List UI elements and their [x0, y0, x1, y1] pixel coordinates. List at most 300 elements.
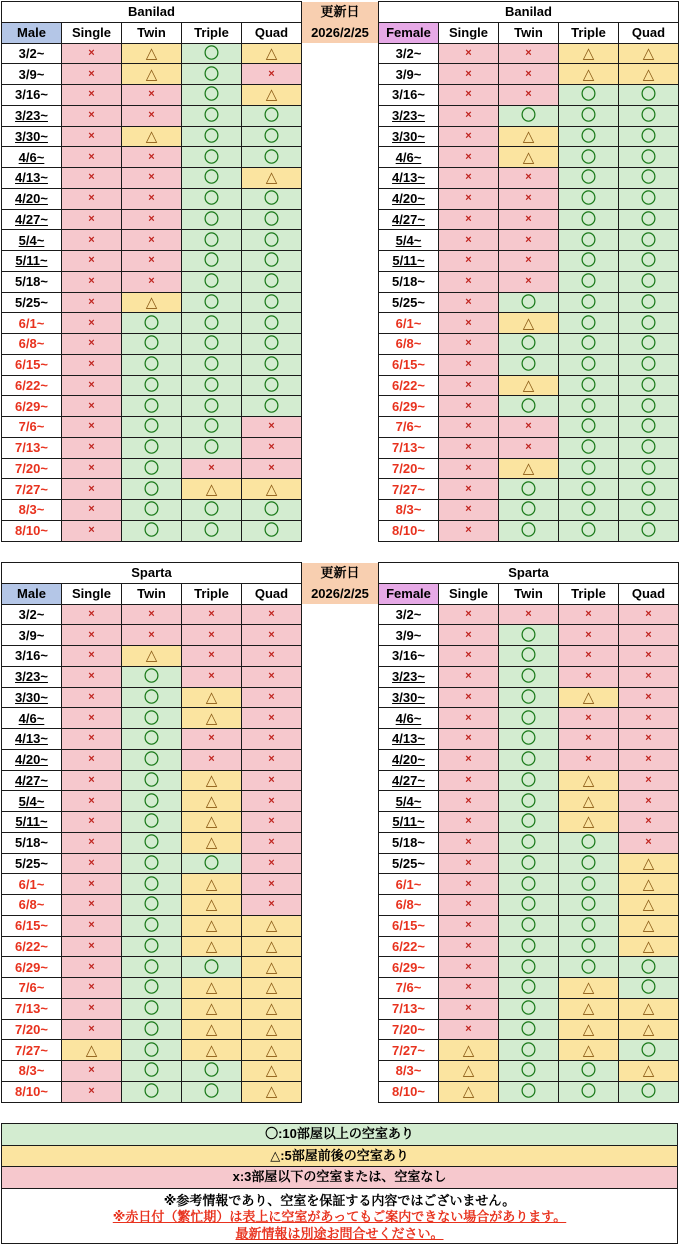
table-row — [379, 915, 679, 936]
available-mark: 〇 — [182, 1061, 242, 1082]
available-mark: 〇 — [559, 209, 619, 230]
full-mark: × — [62, 936, 122, 957]
full-mark: × — [499, 168, 559, 189]
full-mark: × — [499, 85, 559, 106]
few-rooms-mark: △ — [182, 687, 242, 708]
full-mark: × — [439, 375, 499, 396]
table-row — [2, 957, 302, 978]
available-mark: 〇 — [559, 832, 619, 853]
legend-few: △:5部屋前後の空室あり — [2, 1146, 677, 1168]
week-date: 3/9~ — [2, 625, 62, 646]
available-mark: 〇 — [619, 105, 679, 126]
available-mark: 〇 — [122, 520, 182, 541]
table-row — [379, 791, 679, 812]
table-row — [379, 812, 679, 833]
week-date: 7/13~ — [2, 437, 62, 458]
update-date: 2026/2/25 — [311, 585, 369, 601]
full-mark: × — [439, 646, 499, 667]
full-mark: × — [619, 687, 679, 708]
available-mark: 〇 — [499, 749, 559, 770]
available-mark: 〇 — [619, 375, 679, 396]
full-mark: × — [619, 832, 679, 853]
table-row — [2, 874, 302, 895]
available-mark: 〇 — [619, 230, 679, 251]
full-mark: × — [439, 292, 499, 313]
week-date: 5/4~ — [2, 791, 62, 812]
available-mark: 〇 — [499, 791, 559, 812]
school-title: Banilad — [379, 2, 679, 23]
full-mark: × — [439, 604, 499, 625]
available-mark: 〇 — [619, 1040, 679, 1061]
full-mark: × — [439, 520, 499, 541]
week-date: 6/8~ — [2, 895, 62, 916]
available-mark: 〇 — [619, 271, 679, 292]
available-mark: 〇 — [499, 396, 559, 417]
table-row — [2, 708, 302, 729]
week-date: 4/27~ — [379, 770, 439, 791]
available-mark: 〇 — [559, 915, 619, 936]
table-row — [2, 437, 302, 458]
table-row — [2, 812, 302, 833]
full-mark: × — [242, 853, 302, 874]
table-row — [2, 1040, 302, 1061]
available-mark: 〇 — [122, 853, 182, 874]
available-mark: 〇 — [242, 396, 302, 417]
available-mark: 〇 — [182, 957, 242, 978]
few-rooms-mark: △ — [619, 998, 679, 1019]
available-mark: 〇 — [619, 479, 679, 500]
table-row — [2, 313, 302, 334]
table-row — [379, 625, 679, 646]
full-mark: × — [182, 458, 242, 479]
room-type-header: Quad — [242, 583, 302, 604]
few-rooms-mark: △ — [559, 1040, 619, 1061]
table-row — [2, 1061, 302, 1082]
full-mark: × — [499, 251, 559, 272]
full-mark: × — [62, 978, 122, 999]
week-date: 3/23~ — [2, 666, 62, 687]
available-mark: 〇 — [122, 666, 182, 687]
full-mark: × — [182, 646, 242, 667]
full-mark: × — [62, 168, 122, 189]
few-rooms-mark: △ — [619, 43, 679, 64]
available-mark: 〇 — [182, 188, 242, 209]
available-mark: 〇 — [499, 1040, 559, 1061]
full-mark: × — [182, 604, 242, 625]
room-type-header: Single — [439, 583, 499, 604]
full-mark: × — [619, 729, 679, 750]
available-mark: 〇 — [559, 520, 619, 541]
available-mark: 〇 — [619, 1081, 679, 1102]
table-row — [2, 292, 302, 313]
week-date: 4/27~ — [2, 770, 62, 791]
week-date: 8/10~ — [379, 1081, 439, 1102]
week-date: 4/6~ — [379, 708, 439, 729]
gender-header: Female — [379, 22, 439, 43]
table-row — [379, 1040, 679, 1061]
available-mark: 〇 — [499, 666, 559, 687]
full-mark: × — [62, 1061, 122, 1082]
available-mark: 〇 — [619, 417, 679, 438]
room-type-header: Quad — [619, 583, 679, 604]
full-mark: × — [62, 812, 122, 833]
available-mark: 〇 — [182, 437, 242, 458]
available-mark: 〇 — [619, 85, 679, 106]
full-mark: × — [439, 64, 499, 85]
full-mark: × — [62, 895, 122, 916]
few-rooms-mark: △ — [559, 687, 619, 708]
available-mark: 〇 — [559, 874, 619, 895]
update-date-box-bottom — [302, 563, 378, 604]
week-date: 3/9~ — [379, 625, 439, 646]
available-mark: 〇 — [619, 354, 679, 375]
table-row — [2, 998, 302, 1019]
week-date: 5/25~ — [2, 292, 62, 313]
full-mark: × — [62, 313, 122, 334]
table-row — [379, 666, 679, 687]
full-mark: × — [439, 936, 499, 957]
available-mark: 〇 — [242, 313, 302, 334]
full-mark: × — [242, 417, 302, 438]
table-row — [379, 188, 679, 209]
table-row — [379, 251, 679, 272]
note-peak: ※赤日付（繁忙期）は表上に空室があってもご案内できない場合があります。 — [112, 1209, 567, 1224]
full-mark: × — [559, 708, 619, 729]
full-mark: × — [122, 271, 182, 292]
few-rooms-mark: △ — [182, 874, 242, 895]
week-date: 6/29~ — [379, 396, 439, 417]
few-rooms-mark: △ — [122, 646, 182, 667]
full-mark: × — [619, 749, 679, 770]
week-date: 3/9~ — [2, 64, 62, 85]
available-mark: 〇 — [559, 1061, 619, 1082]
few-rooms-mark: △ — [182, 770, 242, 791]
available-mark: 〇 — [559, 230, 619, 251]
full-mark: × — [62, 915, 122, 936]
table-row — [2, 64, 302, 85]
available-mark: 〇 — [619, 126, 679, 147]
week-date: 8/10~ — [379, 520, 439, 541]
full-mark: × — [439, 957, 499, 978]
table-row — [2, 188, 302, 209]
available-mark: 〇 — [619, 168, 679, 189]
available-mark: 〇 — [619, 334, 679, 355]
available-mark: 〇 — [122, 812, 182, 833]
few-rooms-mark: △ — [439, 1081, 499, 1102]
available-mark: 〇 — [559, 292, 619, 313]
room-type-header: Twin — [122, 583, 182, 604]
update-date-box-top — [302, 2, 378, 43]
full-mark: × — [122, 188, 182, 209]
full-mark: × — [439, 895, 499, 916]
available-mark: 〇 — [619, 147, 679, 168]
few-rooms-mark: △ — [182, 895, 242, 916]
week-date: 4/27~ — [379, 209, 439, 230]
available-mark: 〇 — [559, 85, 619, 106]
table-row — [379, 687, 679, 708]
week-date: 4/27~ — [2, 209, 62, 230]
full-mark: × — [439, 437, 499, 458]
full-mark: × — [62, 998, 122, 1019]
available-mark: 〇 — [499, 687, 559, 708]
available-mark: 〇 — [499, 1019, 559, 1040]
few-rooms-mark: △ — [182, 1019, 242, 1040]
table-row — [2, 978, 302, 999]
available-mark: 〇 — [182, 500, 242, 521]
full-mark: × — [439, 251, 499, 272]
week-date: 3/2~ — [379, 604, 439, 625]
full-mark: × — [439, 812, 499, 833]
available-mark: 〇 — [499, 479, 559, 500]
table-row — [379, 396, 679, 417]
available-mark: 〇 — [499, 708, 559, 729]
available-mark: 〇 — [182, 209, 242, 230]
full-mark: × — [619, 646, 679, 667]
few-rooms-mark: △ — [242, 1061, 302, 1082]
week-date: 6/1~ — [379, 313, 439, 334]
full-mark: × — [439, 147, 499, 168]
week-date: 4/13~ — [2, 168, 62, 189]
table-row — [2, 417, 302, 438]
legend — [1, 1123, 678, 1244]
full-mark: × — [619, 604, 679, 625]
week-date: 8/3~ — [379, 500, 439, 521]
week-date: 4/20~ — [379, 188, 439, 209]
available-mark: 〇 — [242, 209, 302, 230]
week-date: 7/6~ — [2, 417, 62, 438]
week-date: 5/11~ — [379, 812, 439, 833]
room-type-header: Twin — [499, 583, 559, 604]
full-mark: × — [499, 271, 559, 292]
week-date: 6/22~ — [2, 936, 62, 957]
full-mark: × — [619, 666, 679, 687]
legend-none: x:3部屋以下の空室または、空室なし — [2, 1167, 677, 1189]
week-date: 7/20~ — [2, 458, 62, 479]
available-mark: 〇 — [122, 708, 182, 729]
week-date: 6/8~ — [2, 334, 62, 355]
table-row — [379, 64, 679, 85]
full-mark: × — [62, 957, 122, 978]
full-mark: × — [62, 105, 122, 126]
week-date: 7/20~ — [379, 1019, 439, 1040]
table-row — [2, 666, 302, 687]
full-mark: × — [242, 749, 302, 770]
available-mark: 〇 — [559, 437, 619, 458]
available-mark: 〇 — [619, 292, 679, 313]
full-mark: × — [499, 230, 559, 251]
week-date: 6/8~ — [379, 334, 439, 355]
table-row — [379, 126, 679, 147]
week-date: 3/16~ — [2, 85, 62, 106]
table-row — [2, 396, 302, 417]
available-mark: 〇 — [559, 479, 619, 500]
full-mark: × — [439, 43, 499, 64]
week-date: 4/6~ — [2, 147, 62, 168]
full-mark: × — [242, 874, 302, 895]
available-mark: 〇 — [182, 417, 242, 438]
table-row — [379, 1081, 679, 1102]
full-mark: × — [62, 708, 122, 729]
week-date: 3/30~ — [379, 126, 439, 147]
table-row — [379, 853, 679, 874]
few-rooms-mark: △ — [499, 147, 559, 168]
table-row — [379, 957, 679, 978]
week-date: 8/3~ — [2, 1061, 62, 1082]
week-date: 3/9~ — [379, 64, 439, 85]
full-mark: × — [439, 998, 499, 1019]
week-date: 4/20~ — [2, 188, 62, 209]
table-row — [2, 500, 302, 521]
few-rooms-mark: △ — [242, 479, 302, 500]
week-date: 5/25~ — [379, 292, 439, 313]
few-rooms-mark: △ — [182, 1040, 242, 1061]
available-mark: 〇 — [499, 957, 559, 978]
week-date: 5/25~ — [379, 853, 439, 874]
full-mark: × — [619, 812, 679, 833]
week-date: 7/6~ — [2, 978, 62, 999]
available-mark: 〇 — [499, 354, 559, 375]
available-mark: 〇 — [559, 313, 619, 334]
available-mark: 〇 — [242, 500, 302, 521]
available-mark: 〇 — [242, 271, 302, 292]
full-mark: × — [62, 147, 122, 168]
available-mark: 〇 — [619, 188, 679, 209]
few-rooms-mark: △ — [559, 791, 619, 812]
available-mark: 〇 — [559, 126, 619, 147]
week-date: 4/20~ — [2, 749, 62, 770]
available-mark: 〇 — [499, 729, 559, 750]
few-rooms-mark: △ — [242, 85, 302, 106]
table-row — [379, 874, 679, 895]
available-mark: 〇 — [499, 500, 559, 521]
full-mark: × — [439, 708, 499, 729]
table-row — [2, 749, 302, 770]
room-type-header: Quad — [619, 22, 679, 43]
week-date: 7/6~ — [379, 978, 439, 999]
full-mark: × — [62, 334, 122, 355]
week-date: 3/16~ — [2, 646, 62, 667]
room-type-header: Triple — [559, 22, 619, 43]
full-mark: × — [182, 729, 242, 750]
available-mark: 〇 — [242, 520, 302, 541]
full-mark: × — [122, 625, 182, 646]
available-mark: 〇 — [182, 354, 242, 375]
full-mark: × — [439, 479, 499, 500]
week-date: 5/25~ — [2, 853, 62, 874]
week-date: 3/23~ — [379, 105, 439, 126]
few-rooms-mark: △ — [182, 708, 242, 729]
available-mark: 〇 — [242, 334, 302, 355]
few-rooms-mark: △ — [499, 375, 559, 396]
week-date: 7/27~ — [379, 479, 439, 500]
full-mark: × — [242, 687, 302, 708]
full-mark: × — [62, 832, 122, 853]
few-rooms-mark: △ — [439, 1040, 499, 1061]
available-mark: 〇 — [242, 375, 302, 396]
week-date: 6/22~ — [379, 375, 439, 396]
week-date: 5/4~ — [379, 230, 439, 251]
table-row — [379, 1019, 679, 1040]
few-rooms-mark: △ — [122, 126, 182, 147]
full-mark: × — [62, 646, 122, 667]
table-row — [2, 791, 302, 812]
full-mark: × — [559, 646, 619, 667]
few-rooms-mark: △ — [619, 874, 679, 895]
week-date: 3/2~ — [2, 604, 62, 625]
table-row — [2, 625, 302, 646]
available-mark: 〇 — [122, 832, 182, 853]
few-rooms-mark: △ — [559, 43, 619, 64]
table-row — [2, 1019, 302, 1040]
full-mark: × — [439, 209, 499, 230]
available-mark: 〇 — [122, 458, 182, 479]
available-mark: 〇 — [499, 812, 559, 833]
full-mark: × — [62, 64, 122, 85]
week-date: 4/6~ — [2, 708, 62, 729]
available-mark: 〇 — [122, 687, 182, 708]
few-rooms-mark: △ — [242, 978, 302, 999]
few-rooms-mark: △ — [242, 168, 302, 189]
table-row — [2, 646, 302, 667]
full-mark: × — [62, 479, 122, 500]
full-mark: × — [62, 500, 122, 521]
available-mark: 〇 — [559, 375, 619, 396]
full-mark: × — [439, 874, 499, 895]
table-row — [379, 749, 679, 770]
available-mark: 〇 — [182, 375, 242, 396]
few-rooms-mark: △ — [182, 791, 242, 812]
legend-available: 〇:10部屋以上の空室あり — [2, 1124, 677, 1146]
full-mark: × — [242, 604, 302, 625]
few-rooms-mark: △ — [499, 313, 559, 334]
few-rooms-mark: △ — [559, 64, 619, 85]
available-mark: 〇 — [499, 334, 559, 355]
full-mark: × — [439, 1019, 499, 1040]
table-row — [2, 230, 302, 251]
table-row — [379, 500, 679, 521]
table-row — [379, 85, 679, 106]
available-mark: 〇 — [559, 168, 619, 189]
full-mark: × — [62, 853, 122, 874]
full-mark: × — [122, 147, 182, 168]
available-mark: 〇 — [122, 1081, 182, 1102]
table-row — [379, 895, 679, 916]
available-mark: 〇 — [122, 1061, 182, 1082]
full-mark: × — [122, 604, 182, 625]
full-mark: × — [242, 666, 302, 687]
full-mark: × — [62, 437, 122, 458]
few-rooms-mark: △ — [559, 812, 619, 833]
week-date: 5/18~ — [2, 832, 62, 853]
week-date: 6/29~ — [2, 957, 62, 978]
table-row — [379, 292, 679, 313]
available-mark: 〇 — [619, 251, 679, 272]
full-mark: × — [439, 729, 499, 750]
table-row — [2, 687, 302, 708]
table-row — [2, 832, 302, 853]
room-type-header: Single — [62, 22, 122, 43]
full-mark: × — [62, 43, 122, 64]
available-mark: 〇 — [619, 957, 679, 978]
full-mark: × — [62, 188, 122, 209]
full-mark: × — [439, 126, 499, 147]
full-mark: × — [439, 354, 499, 375]
full-mark: × — [439, 666, 499, 687]
table-row — [379, 1061, 679, 1082]
available-mark: 〇 — [559, 354, 619, 375]
table-row — [2, 105, 302, 126]
few-rooms-mark: △ — [619, 1061, 679, 1082]
